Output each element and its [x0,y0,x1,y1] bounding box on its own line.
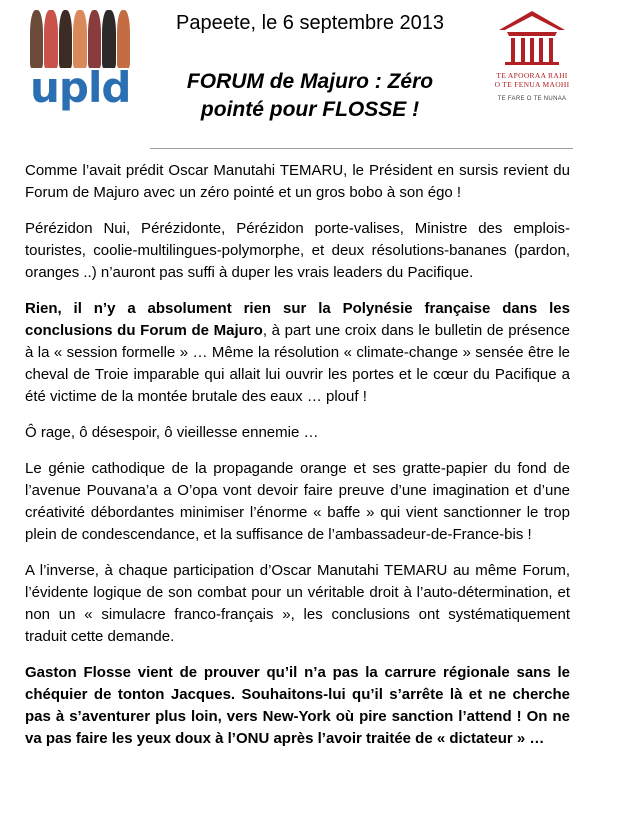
assembly-logo-tagline: TE FARE O TE NUNAA [497,96,567,102]
upld-logo-text: upld [30,63,131,112]
dateline: Papeete, le 6 septembre 2013 [176,12,444,34]
article-body [25,160,570,764]
paragraph-1: Comme l’avait prédit Oscar Manutahi TEMARU, le Président en sursis revient du Forum de Majuro avec un zéro pointé et un gros bobo à son égo ! [25,162,570,201]
assembly-logo-line-2: O TE FENUA MAOHI [494,80,570,89]
document-header [0,0,623,150]
paragraph-4: Ô rage, ô désespoir, ô vieillesse ennemie … [25,424,319,441]
assembly-building-icon [497,8,567,66]
headline-line-2: pointé pour FLOSSE ! [200,98,420,121]
paragraph-7: Gaston Flosse vient de prouver qu’il n’a pas la carrure régionale sans le chéquier de tonton Jacques. Souhaitons-lui qu’il s’arrête là et ne cherche pas à s’aventurer plus loin, vers New-York où pire sanction l’attend ! On ne va pas faire les yeux doux à l’ONU après l’avoir traitée de « dictateur » … [25,664,570,747]
assembly-logo [468,8,596,103]
paragraph-3 [25,298,570,408]
paragraph-3-rest: , à part une croix dans le bulletin de présence à la « session formelle » … Même la résolution « climate-change » sensée être le cheval de Troie imparable qui allait lui ouvrir les portes et le cœur du Pacifique a été victime de la montée brutale des eaux … plouf ! [25,322,570,405]
paragraph-3-bold: Rien, il n’y a absolument rien sur la Polynésie française dans les conclusions du Forum de Majuro [25,300,570,339]
paragraph-5: Le génie cathodique de la propagande orange et ses gratte-papier du fond de l’avenue Pouvana’a a O’opa vont devoir faire preuve d’une imagination et d’une créativité débordantes minimiser l’énorme « baffe » qui vient sanctionner le trop plein de condescendance, et la suffisance de l’ambassadeur-de-France-bis ! [25,460,570,543]
headline [140,68,480,124]
assembly-logo-line-1: TE APOORAA RAHI [496,71,568,80]
upld-logo [30,10,135,120]
paragraph-6: A l’inverse, à chaque participation d’Oscar Manutahi TEMARU au même Forum, l’évidente logique de son combat pour un véritable droit à l’auto-détermination, et non un « simulacre franco-français », les conclusions ont systématiquement traduit cette demande. [25,562,570,645]
paragraph-2: Pérézidon Nui, Pérézidonte, Pérézidon porte-valises, Ministre des emplois-touristes, coolie-multilingues-polymorphe, et deux résolutions-bananes (pardon, oranges ..) n’auront pas suffi à duper les vrais leaders du Pacifique. [25,220,570,281]
header-divider [150,148,573,149]
headline-line-1: FORUM de Majuro : Zéro [186,70,434,93]
group-photo-image [30,10,130,68]
